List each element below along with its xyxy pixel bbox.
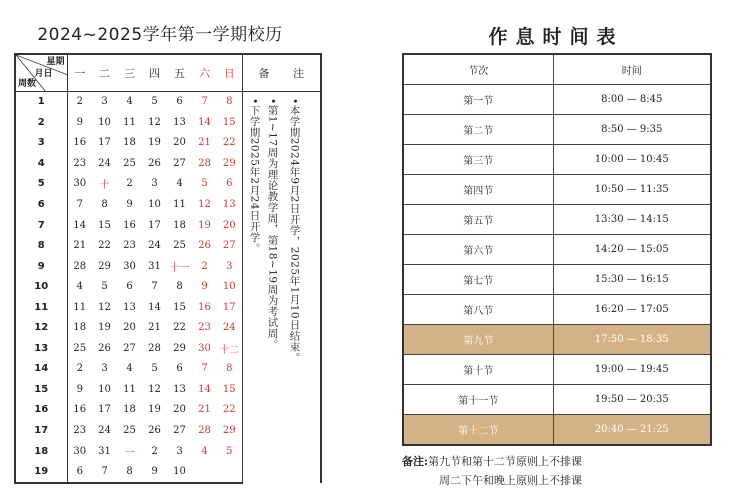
calendar-day: 26 (148, 157, 161, 169)
schedule-period: 第八节 (403, 295, 553, 325)
calendar-day: 8 (226, 96, 233, 108)
calendar-day: 7 (151, 281, 158, 293)
schedule-time: 15:30 — 16:15 (553, 264, 711, 294)
calendar-day: 24 (98, 157, 111, 169)
schedule-row (403, 295, 711, 325)
schedule-time: 8:50 — 9:35 (553, 114, 711, 144)
calendar-day: 2 (201, 260, 208, 272)
schedule-time: 16:20 — 17:05 (553, 295, 711, 325)
weekday-header: 三 (117, 54, 142, 91)
calendar-day: 13 (173, 383, 186, 395)
calendar-day: 18 (123, 137, 136, 149)
schedule-row (403, 144, 711, 174)
calendar-day: 24 (148, 240, 161, 252)
calendar-day: 14 (198, 383, 211, 395)
calendar-day: 8 (117, 461, 142, 483)
calendar-day: 6 (67, 461, 92, 483)
calendar-day: 10 (167, 461, 192, 483)
calendar-day: 3 (101, 363, 108, 375)
calendar-day: 2 (76, 96, 83, 108)
calendar-day: 12 (148, 116, 161, 128)
calendar-day: 17 (98, 137, 111, 149)
calendar-day: 25 (173, 240, 186, 252)
calendar-day: 6 (126, 281, 133, 293)
schedule-row (403, 385, 711, 415)
calendar-day: 19 (148, 404, 161, 416)
calendar-day: 9 (76, 116, 83, 128)
schedule-note-label: 备注: (402, 455, 429, 468)
calendar-day: 19 (148, 137, 161, 149)
week-number: 16 (15, 400, 67, 421)
calendar-day: 31 (148, 260, 161, 272)
corner-cell (15, 54, 67, 91)
calendar-day: 28 (148, 342, 161, 354)
calendar-day: 21 (198, 137, 211, 149)
schedule-note (402, 452, 582, 490)
calendar-day: 10 (98, 383, 111, 395)
calendar-day: 11 (123, 116, 136, 128)
school-calendar-table (14, 53, 322, 484)
calendar-day: 23 (73, 425, 87, 437)
calendar-day: 9 (76, 383, 83, 395)
calendar-title: 2024~2025学年第一学期校历 (37, 25, 283, 45)
calendar-day: 4 (76, 281, 83, 293)
calendar-day: 3 (101, 96, 108, 108)
calendar-day: 28 (198, 157, 211, 169)
schedule-row (403, 114, 711, 144)
week-number: 14 (15, 359, 67, 380)
week-number: 18 (15, 441, 67, 462)
week-number: 9 (15, 256, 67, 277)
calendar-day: 9 (142, 461, 167, 483)
schedule-time: 14:20 — 15:05 (553, 234, 711, 264)
calendar-day: 24 (98, 425, 111, 437)
calendar-day: 8 (176, 281, 183, 293)
week-number: 15 (15, 379, 67, 400)
schedule-header-row (403, 54, 711, 84)
schedule-row (403, 325, 711, 355)
calendar-day: 16 (198, 301, 211, 313)
calendar-day: 12 (98, 301, 111, 313)
calendar-day: 15 (222, 116, 236, 128)
schedule-row (403, 84, 711, 114)
calendar-day: 11 (123, 383, 136, 395)
calendar-day: 18 (123, 404, 136, 416)
calendar-day: 13 (222, 199, 236, 210)
calendar-day: 2 (126, 178, 133, 190)
corner-weeknum-label: 周数 (18, 78, 37, 89)
week-number: 6 (15, 194, 67, 215)
calendar-day: 10 (222, 281, 236, 293)
calendar-day: 14 (148, 301, 161, 313)
calendar-day: 29 (173, 342, 186, 354)
schedule-time: 10:50 — 11:35 (553, 174, 711, 204)
calendar-notes (242, 91, 321, 483)
calendar-day: 13 (123, 301, 136, 313)
week-number: 1 (15, 91, 67, 112)
calendar-day (192, 461, 217, 483)
schedule-period: 第四节 (403, 174, 553, 204)
week-number: 8 (15, 235, 67, 256)
schedule-period: 第六节 (403, 234, 553, 264)
schedule-period: 第七节 (403, 264, 553, 294)
calendar-day: 4 (126, 96, 133, 108)
calendar-day: 6 (226, 178, 233, 190)
calendar-day: 27 (222, 240, 236, 252)
week-number: 10 (15, 276, 67, 297)
calendar-day: 19 (98, 322, 111, 334)
schedule-header-time: 时间 (553, 54, 711, 84)
calendar-day: 21 (148, 322, 161, 334)
calendar-day: 3 (176, 445, 183, 457)
schedule-period: 第一节 (403, 84, 553, 114)
calendar-day: 20 (123, 322, 136, 334)
calendar-day: 24 (222, 322, 236, 334)
calendar-day: 26 (198, 240, 211, 252)
calendar-day: 17 (148, 219, 161, 231)
schedule-period: 第二节 (403, 114, 553, 144)
schedule-time: 19:00 — 19:45 (553, 355, 711, 385)
calendar-day: 29 (98, 260, 111, 272)
schedule-period: 第十一节 (403, 385, 553, 415)
week-number: 12 (15, 318, 67, 339)
class-schedule-table (402, 53, 712, 446)
calendar-day: 6 (176, 96, 183, 108)
schedule-period: 第九节 (403, 325, 553, 355)
schedule-row (403, 204, 711, 234)
calendar-day: 21 (73, 240, 87, 252)
schedule-row (403, 415, 711, 445)
calendar-day: 29 (222, 425, 236, 437)
calendar-day: 15 (98, 219, 111, 231)
calendar-day: 9 (126, 199, 133, 210)
calendar-day: 26 (98, 342, 111, 354)
calendar-day: 8 (101, 199, 108, 210)
calendar-day: 30 (198, 342, 211, 354)
calendar-day: 17 (98, 404, 111, 416)
calendar-day: 3 (226, 260, 233, 272)
calendar-note: •下学期2025年2月24日开学。 (248, 97, 261, 254)
schedule-time: 13:30 — 14:15 (553, 204, 711, 234)
calendar-day: 27 (173, 425, 186, 437)
calendar-day: 5 (226, 445, 233, 457)
calendar-note: •第1~17周为理论教学周，第18~19周为考试周。 (266, 97, 279, 350)
calendar-day: 16 (123, 219, 136, 231)
schedule-title: 作息时间表 (488, 26, 624, 48)
calendar-day: 5 (101, 281, 108, 293)
schedule-header-period: 节次 (403, 54, 553, 84)
calendar-note: •本学期2024年9月2日开学，2025年1月10日结束。 (288, 97, 301, 363)
calendar-day: 18 (73, 322, 87, 334)
week-number: 19 (15, 461, 67, 483)
calendar-day: 13 (173, 116, 186, 128)
calendar-day: 十一 (169, 262, 190, 274)
calendar-day: 20 (222, 219, 236, 231)
calendar-day: 17 (222, 301, 236, 313)
calendar-day: 7 (201, 363, 208, 375)
calendar-day: 14 (73, 219, 87, 231)
calendar-day: 26 (148, 425, 161, 437)
week-number: 4 (15, 153, 67, 174)
week-number: 17 (15, 420, 67, 441)
weekday-header: 五 (167, 54, 192, 91)
calendar-day: 10 (148, 199, 161, 210)
notes-header: 备 注 (242, 54, 321, 91)
schedule-row (403, 174, 711, 204)
calendar-day: 23 (73, 157, 87, 169)
calendar-day: 4 (126, 363, 133, 375)
calendar-day: 15 (222, 383, 236, 395)
calendar-day: 22 (222, 137, 236, 149)
calendar-day: 30 (123, 260, 136, 272)
calendar-day: 2 (151, 445, 158, 457)
calendar-day: 16 (73, 404, 87, 416)
calendar-day: 11 (73, 301, 87, 313)
schedule-period: 第五节 (403, 204, 553, 234)
week-number: 2 (15, 112, 67, 133)
weekday-header-saturday: 六 (192, 54, 217, 91)
schedule-time: 20:40 — 21:25 (553, 415, 711, 445)
calendar-day: 18 (173, 219, 186, 231)
calendar-day: 28 (73, 260, 87, 272)
calendar-day: 15 (173, 301, 186, 313)
calendar-day: 12 (148, 383, 161, 395)
weekday-header: 四 (142, 54, 167, 91)
week-number: 3 (15, 133, 67, 154)
week-number: 7 (15, 215, 67, 236)
calendar-day: 25 (73, 342, 87, 354)
schedule-note-line1: 第九节和第十二节原则上不排课 (428, 455, 583, 468)
calendar-day: 8 (226, 363, 233, 375)
calendar-day: 7 (76, 199, 83, 210)
schedule-row (403, 264, 711, 294)
calendar-day: 29 (222, 157, 236, 169)
week-number: 11 (15, 297, 67, 318)
calendar-day: 23 (198, 322, 211, 334)
calendar-day: 12 (198, 199, 211, 210)
calendar-day: 5 (151, 96, 158, 108)
calendar-day: 30 (73, 445, 87, 457)
schedule-time: 17:50 — 18:35 (553, 325, 711, 355)
calendar-day: 19 (198, 219, 211, 231)
calendar-day: 2 (76, 363, 83, 375)
calendar-day: 25 (123, 157, 136, 169)
calendar-week-row (15, 91, 321, 112)
week-number: 5 (15, 174, 67, 195)
calendar-day: 22 (173, 322, 186, 334)
calendar-day: 20 (173, 137, 186, 149)
schedule-time: 8:00 — 8:45 (553, 84, 711, 114)
schedule-period: 第十二节 (403, 415, 553, 445)
calendar-day: 30 (73, 178, 87, 190)
corner-monthday-label: 月日 (34, 69, 53, 79)
schedule-note-line2: 周二下午和晚上原则上不排课 (439, 474, 582, 487)
weekday-header: 二 (92, 54, 117, 91)
calendar-day: 10 (98, 116, 111, 128)
calendar-day: 11 (173, 199, 186, 210)
week-number: 13 (15, 338, 67, 359)
schedule-period: 第十节 (403, 355, 553, 385)
calendar-day: 22 (222, 404, 236, 416)
calendar-day: 4 (201, 445, 208, 457)
calendar-day: 3 (151, 178, 158, 190)
schedule-period: 第三节 (403, 144, 553, 174)
calendar-day: 25 (123, 425, 136, 437)
calendar-day: 十二 (219, 344, 240, 356)
calendar-day (217, 461, 242, 483)
calendar-day: 21 (198, 404, 211, 416)
calendar-day: 27 (173, 157, 186, 169)
calendar-day: 7 (201, 96, 208, 108)
corner-weekday-label: 星期 (46, 57, 65, 67)
calendar-day: 7 (92, 461, 117, 483)
calendar-day: 28 (198, 425, 211, 437)
calendar-day: 22 (98, 240, 111, 252)
calendar-day: 27 (123, 342, 136, 354)
calendar-day: 5 (151, 363, 158, 375)
calendar-day: 4 (176, 178, 183, 190)
calendar-day: 9 (201, 281, 208, 293)
calendar-day: 6 (176, 363, 183, 375)
calendar-day: 十 (99, 180, 110, 192)
calendar-day: 16 (73, 137, 87, 149)
schedule-time: 10:00 — 10:45 (553, 144, 711, 174)
schedule-time: 19:50 — 20:35 (553, 385, 711, 415)
calendar-day: 23 (123, 240, 136, 252)
schedule-row (403, 355, 711, 385)
calendar-day: 20 (173, 404, 186, 416)
schedule-row (403, 234, 711, 264)
weekday-header: 一 (67, 54, 92, 91)
weekday-header-sunday: 日 (217, 54, 242, 91)
calendar-day: 一 (124, 447, 135, 459)
calendar-day: 31 (98, 445, 111, 457)
calendar-header-row (15, 54, 321, 91)
calendar-day: 14 (198, 116, 211, 128)
calendar-day: 5 (201, 178, 208, 190)
